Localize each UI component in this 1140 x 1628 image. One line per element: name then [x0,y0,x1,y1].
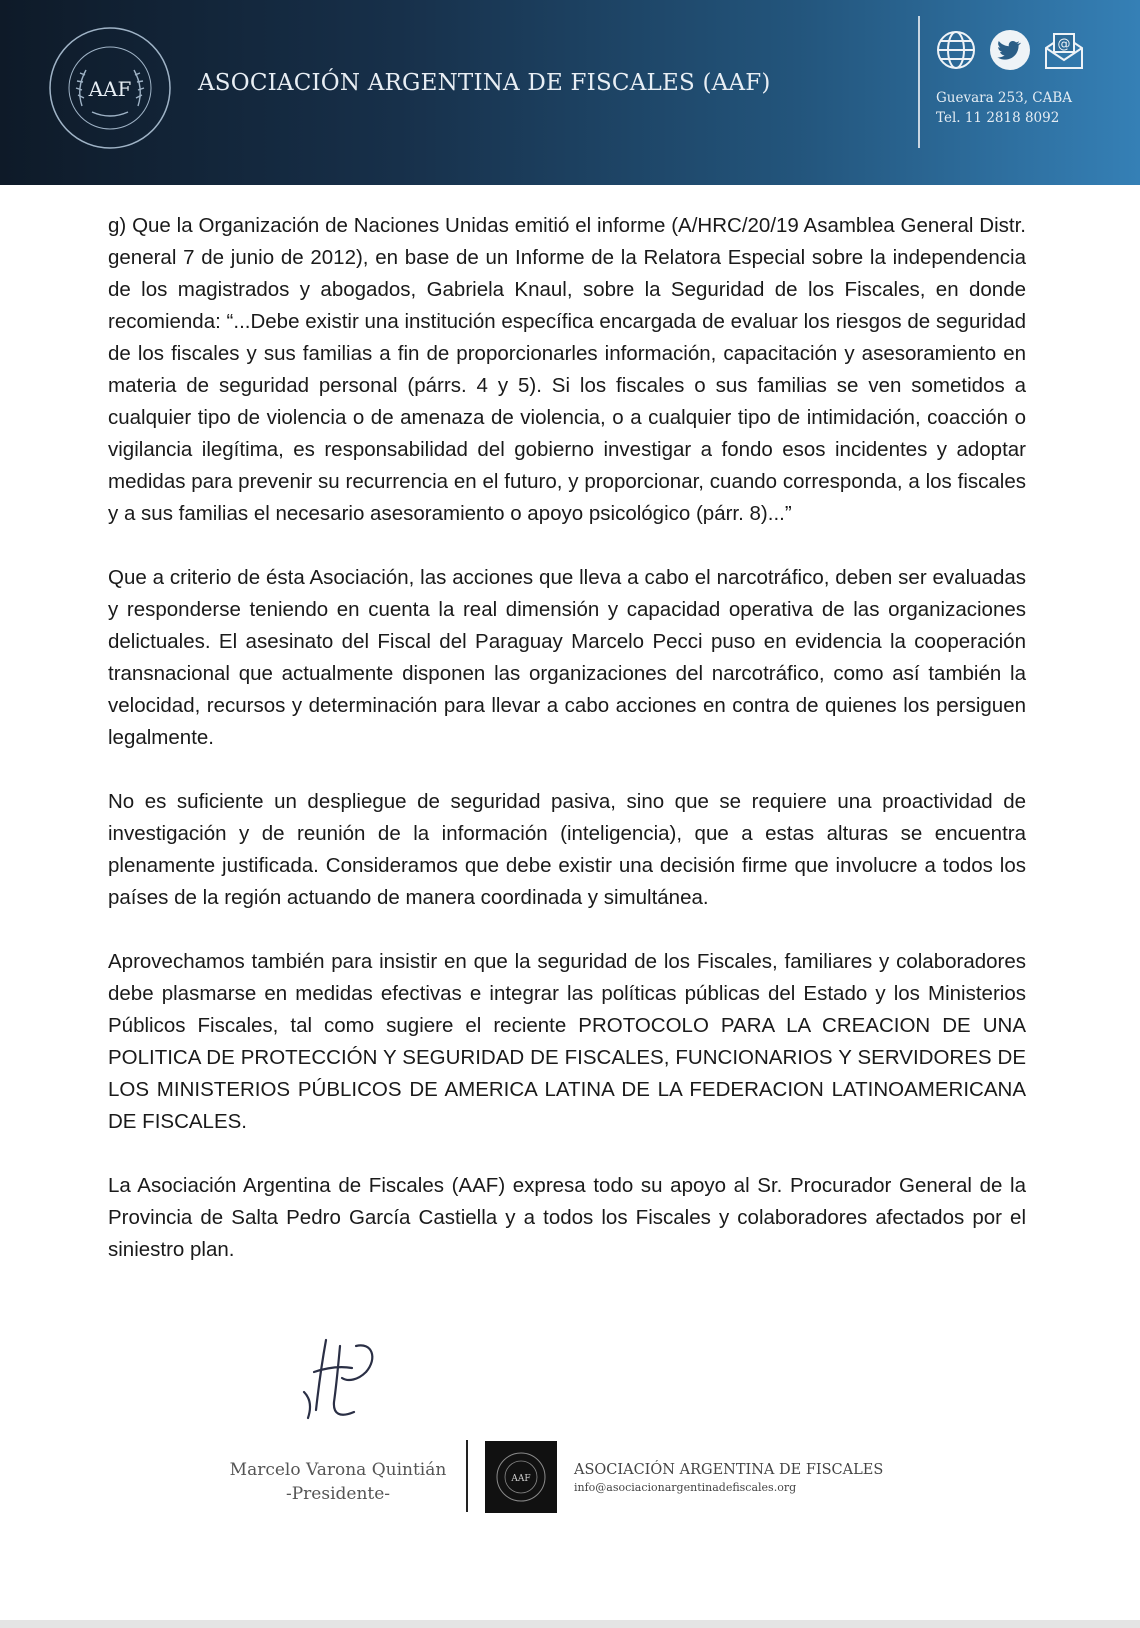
contact-icons [934,28,1094,76]
page-bottom-edge [0,1620,1140,1628]
seal-text: AAF [88,77,132,101]
paragraph-narcotrafico: Que a criterio de ésta Asociación, las acciones que lleva a cabo el narcotráfico, deben ser evaluadas y responderse teniendo en cuenta la real dimensión y capacidad operativa de las organizaciones delictuales. El asesinato del Fiscal del Paraguay Marcelo Pecci puso en evidencia la cooperación transnacional que actualmente disponen las organizaciones del narcotráfico, como así también la velocidad, recursos y determinación para llevar a cabo acciones en contra de quienes los persiguen legalmente. [108,566,1026,749]
footer-org-name: ASOCIACIÓN ARGENTINA DE FISCALES [574,1462,884,1478]
paragraph-seguridad-pasiva: No es suficiente un despliegue de seguridad pasiva, sino que se requiere una proactividad de investigación y de reunión de la información (inteligencia), que a estas alturas se encuentra plenamente justificada. Consideramos que debe existir una decisión firme que involucre a todos los países de la región actuando de manera coordinada y simultánea. [108,790,1026,909]
footer-email[interactable]: info@asociacionargentinadefiscales.org [574,1481,797,1494]
paragraph-protocolo: Aprovechamos también para insistir en que la seguridad de los Fiscales, familiares y colaboradores debe plasmarse en medidas efectivas e integrar las políticas públicas del Estado y los Ministerios Públicos Fiscales, tal como sugiere el reciente PROTOCOLO PARA LA CREACION DE UNA POLITICA DE PROTECCIÓN Y SEGURIDAD DE FISCALES, FUNCIONARIOS Y SERVIDORES DE LOS MINISTERIOS PÚBLICOS DE AMERICA LATINA DE LA FEDERACION LATINOAMERICANA DE FISCALES. [108,950,1026,1133]
signer-name: Marcelo Varona Quintián [229,1460,447,1480]
email-icon[interactable] [1042,28,1086,72]
contact-address [936,88,1072,128]
address-line: Guevara 253, CABA [936,90,1073,106]
header-divider [918,16,920,148]
footer-divider [466,1440,468,1512]
globe-icon[interactable] [934,28,978,72]
letterhead-header [0,0,1140,185]
footer-logo-text: AAF [511,1474,531,1484]
letter-body [108,210,1026,1298]
aaf-footer-logo [485,1441,557,1513]
paragraph-apoyo: La Asociación Argentina de Fiscales (AAF) expresa todo su apoyo al Sr. Procurador General de la Provincia de Salta Pedro García Castiella y a todos los Fiscales y colaboradores afectados por el siniestro plan. [108,1174,1026,1261]
signer-block [210,1458,466,1506]
paragraph-onu-report: g) Que la Organización de Naciones Unidas emitió el informe (A/HRC/20/19 Asamblea General Distr. general 7 de junio de 2012), en base de un Informe de la Relatora Especial sobre la independencia de los magistrados y abogados, Gabriela Knaul, sobre la Seguridad de los Fiscales, en donde recomienda: “...Debe existir una institución específica encargada de evaluar los riesgos de seguridad de los fiscales y sus familias a fin de proporcionarles información, capacitación y asesoramiento en materia de seguridad personal (párrs. 4 y 5). Si los fiscales o sus familias se ven sometidos a cualquier tipo de violencia o de amenaza de violencia, o a cualquier tipo de intimidación, coacción o vigilancia ilegítima, es responsabilidad del gobierno investigar a fondo esos incidentes y adoptar medidas para prevenir su recurrencia en el futuro, y proporcionar, cuando corresponda, a los fiscales y a sus familias el necesario asesoramiento o apoyo psicológico (párr. 8)...” [108,214,1026,525]
phone-line: Tel. 11 2818 8092 [936,110,1060,126]
organization-title: ASOCIACIÓN ARGENTINA DE FISCALES (AAF) [198,70,771,96]
svg-text:@: @ [1057,37,1071,52]
aaf-seal-logo [48,26,172,150]
signer-title: -Presidente- [285,1484,391,1504]
handwritten-signature [296,1332,386,1432]
twitter-icon[interactable] [988,28,1032,72]
